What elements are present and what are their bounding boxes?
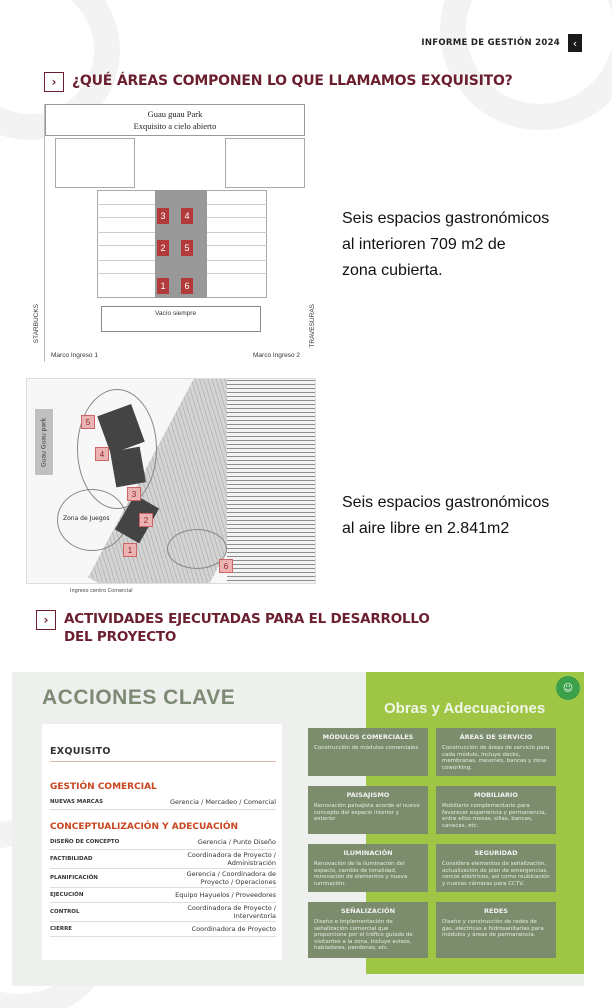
section-title: ¿QUÉ ÁREAS COMPONEN LO QUE LLAMAMOS EXQUISITO? xyxy=(72,73,513,89)
table-row xyxy=(50,795,276,810)
aerial-unit: 4 xyxy=(95,447,109,461)
box-title: MOBILIARIO xyxy=(474,791,518,799)
row-value: Gerencia / Mercadeo / Comercial xyxy=(169,798,276,806)
box-title: ÁREAS DE SERVICIO xyxy=(459,733,533,741)
divider xyxy=(50,761,276,762)
aerial-zona-label: Zona de Juegos xyxy=(63,515,110,522)
obras-panel xyxy=(314,672,584,974)
chevron-right-icon: › xyxy=(44,72,64,92)
table-row xyxy=(50,922,276,937)
aerial-unit: 2 xyxy=(139,513,153,527)
aerial-lot xyxy=(110,447,146,488)
caption-line: Seis espacios gastronómicos xyxy=(342,494,550,511)
aerial-grid xyxy=(227,379,316,584)
report-title: INFORME DE GESTIÓN 2024 xyxy=(421,38,560,48)
row-key: PLANIFICACIÓN xyxy=(50,875,98,881)
row-key: CONTROL xyxy=(50,909,80,915)
smiley-logo-icon: ☺ xyxy=(556,676,580,700)
plan-side-left: STARBUCKS xyxy=(33,304,40,344)
table-row xyxy=(50,888,276,903)
box-title: SEÑALIZACIÓN xyxy=(340,907,396,915)
row-key: CIERRE xyxy=(50,926,73,932)
row-key: NUEVAS MARCAS xyxy=(50,799,104,805)
table-row xyxy=(50,903,276,922)
section-title-line: DEL PROYECTO xyxy=(64,629,177,645)
caption-line: al interioren 709 m2 de xyxy=(342,236,506,253)
aerial-footer: Ingreso centro Comercial xyxy=(70,588,133,594)
section-title-line: ACTIVIDADES EJECUTADAS PARA EL DESARROLLO xyxy=(64,611,430,627)
obras-box xyxy=(308,844,428,892)
plan-unit: 6 xyxy=(181,278,193,294)
plan-block xyxy=(55,138,135,188)
section-heading-activities xyxy=(36,610,430,646)
plan-unit: 2 xyxy=(157,240,169,256)
card-title: EXQUISITO xyxy=(50,746,111,757)
floor-plan-image xyxy=(33,104,316,362)
aerial-unit: 5 xyxy=(81,415,95,429)
plan-block xyxy=(225,138,305,188)
caption-line: al aire libre en 2.841m2 xyxy=(342,520,510,537)
table-row xyxy=(50,835,276,850)
watermark-ring xyxy=(440,0,612,130)
obras-box xyxy=(308,786,428,834)
box-desc: Diseño e implementación de señalización comercial que proporcione por el tráfico guiado de visitantes a la zona. Incluye avisos, habladores, pendones, etc. xyxy=(314,919,413,951)
plan-unit: 1 xyxy=(157,278,169,294)
aerial-ring xyxy=(167,529,227,569)
report-header xyxy=(421,34,582,52)
row-key: EJECUCIÓN xyxy=(50,892,84,898)
acciones-card xyxy=(42,724,282,960)
section-heading-areas xyxy=(44,72,513,92)
plan-vacio: Vacío siempre xyxy=(155,310,197,317)
acciones-panel xyxy=(12,672,584,986)
row-value: Gerencia / Coordinadora de Proyecto / Operaciones xyxy=(186,870,276,886)
obras-box xyxy=(436,844,556,892)
plan-unit: 5 xyxy=(181,240,193,256)
gestion-title: GESTIÓN COMERCIAL xyxy=(50,782,157,792)
obras-box xyxy=(436,728,556,776)
aerial-unit: 3 xyxy=(127,487,141,501)
aerial-unit: 1 xyxy=(123,543,137,557)
box-title: MÓDULOS COMERCIALES xyxy=(322,733,414,741)
obras-title: Obras y Adecuaciones xyxy=(384,700,546,717)
plan-unit: 3 xyxy=(157,208,169,224)
section-title xyxy=(64,610,430,646)
row-key: DISEÑO DE CONCEPTO xyxy=(50,839,120,845)
box-desc: Mobiliario complementario para favorecer experiencia y permanencia, entre ellos mesas, sillas, bancas, canecas, etc. xyxy=(442,803,547,829)
row-value: Coordinadora de Proyecto / Interventoría xyxy=(187,904,276,920)
obras-box xyxy=(308,728,428,776)
box-title: ILUMINACIÓN xyxy=(343,849,393,857)
row-value: Coordinadora de Proyecto xyxy=(191,925,276,933)
row-value: Gerencia / Punto Diseño xyxy=(197,838,276,846)
aerial-plan-image xyxy=(26,378,316,584)
plan-side-right: TRAVESURAS xyxy=(309,304,316,348)
plan-header xyxy=(45,104,305,136)
row-value: Coordinadora de Proyecto / Administración xyxy=(187,851,276,867)
row-value: Equipo Hayuelos / Proveedores xyxy=(175,891,276,899)
box-desc: Renovación de la iluminación del espacio, cambio de tonalidad, renovación de elementos y nueva luminación. xyxy=(314,861,408,887)
obras-box xyxy=(436,902,556,958)
box-desc: Construcción de módulos comerciales xyxy=(314,745,419,751)
box-title: PAISAJISMO xyxy=(346,791,390,799)
caption-line: zona cubierta. xyxy=(342,262,443,279)
plan-title-2: Exquisito a cielo abierto xyxy=(133,121,217,131)
caption-line: Seis espacios gastronómicos xyxy=(342,210,550,227)
plan-ingreso-1: Marco Ingreso 1 xyxy=(51,352,98,359)
box-title: SEGURIDAD xyxy=(474,849,518,857)
chevron-right-icon: › xyxy=(36,610,56,630)
box-desc: Diseño y construcción de redes de gas, eléctricas e hidrosanitarias para módulos y áreas de permanencia. xyxy=(442,919,544,938)
box-desc: Construcción de áreas de servicio para cada módulo, incluye decks, membranas, mesones, bancas y zona coworking. xyxy=(442,745,550,771)
table-row xyxy=(50,869,276,888)
caption-exterior xyxy=(342,490,549,542)
back-button[interactable] xyxy=(568,34,582,52)
aerial-guau-label: Guau Guau park xyxy=(35,409,53,475)
box-title: REDES xyxy=(484,907,508,915)
box-desc: Renovación paisajista acorde al nuevo concepto del espacio interior y exterior xyxy=(314,803,420,822)
obras-box xyxy=(308,902,428,958)
plan-title-1: Guau guau Park xyxy=(147,109,203,119)
obras-box xyxy=(436,786,556,834)
row-key: FACTIBILIDAD xyxy=(50,856,93,862)
acciones-title: ACCIONES CLAVE xyxy=(42,686,236,709)
caption-interior xyxy=(342,206,549,284)
plan-unit: 4 xyxy=(181,208,193,224)
aerial-unit: 6 xyxy=(219,559,233,573)
table-row xyxy=(50,850,276,869)
chevron-left-icon: ‹ xyxy=(572,36,578,50)
concepto-title: CONCEPTUALIZACIÓN Y ADECUACIÓN xyxy=(50,822,239,832)
plan-ingreso-2: Marco Ingreso 2 xyxy=(253,352,300,359)
box-desc: Considera elementos de señalización, actualización de plan de emergencias, cercos eléctricos, así como reubicación y nuevas cámaras para CCTV. xyxy=(442,861,550,887)
